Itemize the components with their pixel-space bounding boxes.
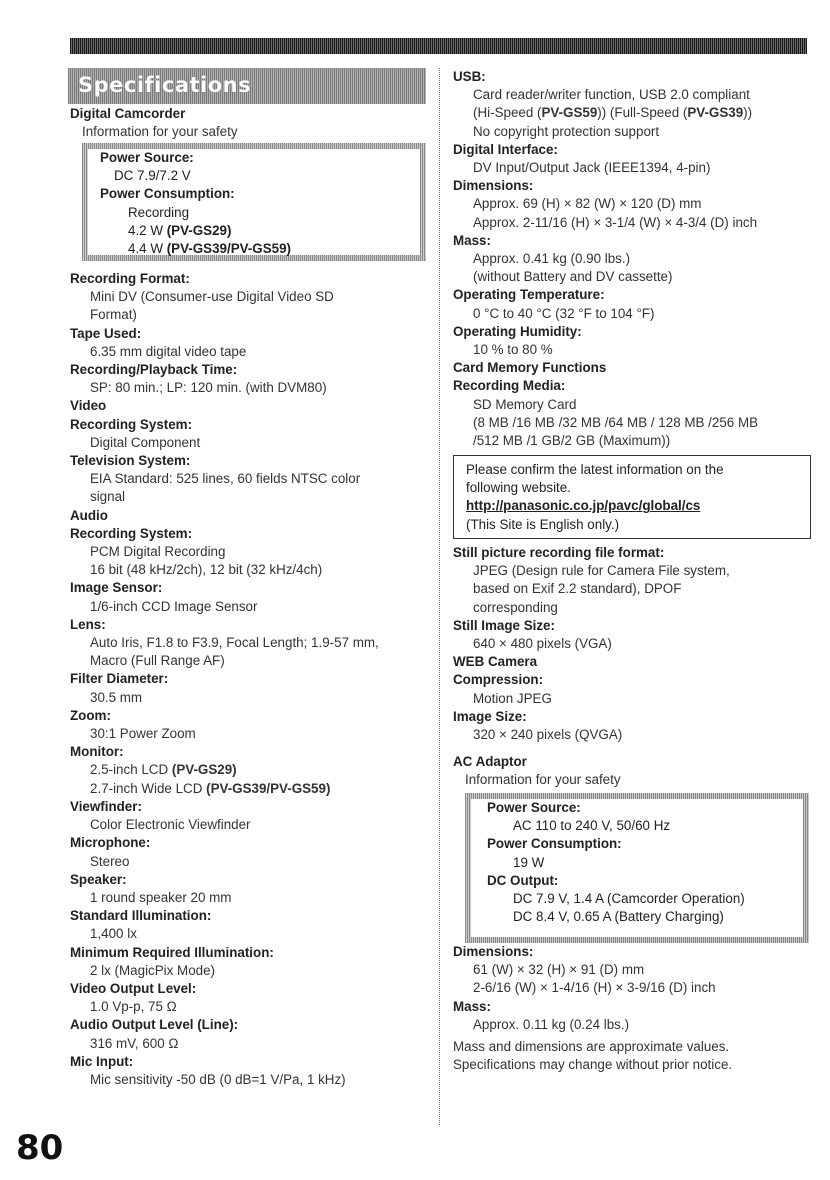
spec-text: (Hi-Speed ( bbox=[473, 105, 542, 121]
spec-heading: Mass: bbox=[453, 232, 491, 248]
spec-value bbox=[70, 761, 432, 779]
spec-value bbox=[453, 961, 813, 979]
spec-value bbox=[453, 562, 813, 580]
website-line-3: (This Site is English only.) bbox=[466, 516, 620, 532]
spec-heading: Recording System: bbox=[70, 525, 193, 541]
spec-text: Card reader/writer function, USB 2.0 compliant bbox=[473, 87, 750, 103]
spec-value bbox=[453, 635, 813, 653]
gs39-model: (PV-GS39/PV-GS59) bbox=[166, 241, 291, 257]
spec-heading: Mic Input: bbox=[70, 1053, 134, 1069]
spec-heading: Compression: bbox=[453, 672, 544, 688]
spec-value bbox=[70, 962, 432, 980]
column-divider bbox=[439, 68, 440, 1125]
note-approximate: Mass and dimensions are approximate values. bbox=[453, 1039, 730, 1054]
spec-text: 1 round speaker 20 mm bbox=[90, 889, 232, 905]
spec-value bbox=[70, 561, 432, 579]
spec-value bbox=[453, 726, 813, 744]
spec-text: 30.5 mm bbox=[90, 689, 143, 705]
spec-text: Approx. 2-11/16 (H) × 3-1/4 (W) × 4-3/4 (D) inch bbox=[473, 214, 758, 230]
website-box bbox=[453, 455, 811, 539]
left-spec-list bbox=[70, 270, 432, 1089]
spec-text: 1.0 Vp-p, 75 Ω bbox=[90, 999, 177, 1015]
spec-value bbox=[453, 305, 813, 323]
spec-value bbox=[70, 306, 432, 324]
spec-value bbox=[453, 250, 813, 268]
spec-text: Format) bbox=[90, 307, 137, 323]
ac-power-consumption-value: 19 W bbox=[513, 854, 545, 870]
spec-value bbox=[453, 690, 813, 708]
spec-heading: Operating Temperature: bbox=[453, 287, 605, 303]
spec-text: Motion JPEG bbox=[473, 690, 552, 706]
spec-text: EIA Standard: 525 lines, 60 fields NTSC color bbox=[90, 471, 361, 487]
spec-text: (without Battery and DV cassette) bbox=[473, 269, 673, 285]
spec-heading: Card Memory Functions bbox=[453, 360, 607, 376]
spec-text: 16 bit (48 kHz/2ch), 12 bit (32 kHz/4ch) bbox=[90, 562, 323, 578]
spec-heading: Still picture recording file format: bbox=[453, 545, 665, 560]
spec-heading: Video Output Level: bbox=[70, 980, 197, 996]
spec-heading: Lens: bbox=[70, 616, 106, 632]
spec-text: 61 (W) × 32 (H) × 91 (D) mm bbox=[473, 962, 645, 978]
spec-text: /512 MB /1 GB/2 GB (Maximum)) bbox=[473, 433, 671, 449]
spec-value bbox=[453, 396, 813, 414]
spec-heading: Recording System: bbox=[70, 416, 193, 432]
spec-text: 640 × 480 pixels (VGA) bbox=[473, 636, 612, 652]
spec-value bbox=[453, 341, 813, 359]
spec-text: 320 × 240 pixels (QVGA) bbox=[473, 727, 623, 743]
spec-heading: Still Image Size: bbox=[453, 617, 555, 633]
power-consumption-label: Power Consumption: bbox=[100, 186, 235, 202]
spec-value bbox=[453, 159, 813, 177]
model-name: PV-GS59 bbox=[541, 105, 598, 121]
spec-text: 316 mV, 600 Ω bbox=[90, 1035, 179, 1051]
spec-text: SP: 80 min.; LP: 120 min. (with DVM80) bbox=[90, 380, 327, 396]
spec-value bbox=[70, 780, 432, 798]
right-top-spec-list bbox=[453, 68, 813, 450]
spec-heading: Filter Diameter: bbox=[70, 671, 169, 687]
safety-box bbox=[82, 143, 426, 261]
spec-text: PCM Digital Recording bbox=[90, 544, 226, 560]
spec-heading: Operating Humidity: bbox=[453, 323, 582, 339]
spec-heading: Monitor: bbox=[70, 744, 124, 760]
title-banner bbox=[68, 68, 426, 104]
spec-heading: Zoom: bbox=[70, 707, 111, 723]
spec-value bbox=[70, 543, 432, 561]
spec-value bbox=[70, 689, 432, 707]
spec-value bbox=[70, 1035, 432, 1053]
spec-heading: Audio bbox=[70, 507, 108, 523]
spec-text: 2 lx (MagicPix Mode) bbox=[90, 962, 216, 978]
spec-text: )) bbox=[743, 105, 753, 121]
power-source-value: DC 7.9/7.2 V bbox=[114, 168, 191, 184]
spec-text: Digital Component bbox=[90, 434, 201, 450]
spec-value bbox=[453, 414, 813, 432]
spec-text: SD Memory Card bbox=[473, 396, 577, 412]
spec-text: Color Electronic Viewfinder bbox=[90, 817, 251, 833]
spec-value bbox=[453, 104, 813, 122]
spec-text: 1,400 lx bbox=[90, 926, 137, 942]
spec-text: 2.7-inch Wide LCD bbox=[90, 780, 207, 796]
spec-value bbox=[453, 123, 813, 141]
spec-value bbox=[70, 889, 432, 907]
page-title: Specifications bbox=[78, 73, 252, 97]
spec-heading: Tape Used: bbox=[70, 325, 142, 341]
camcorder-info: Information for your safety bbox=[82, 124, 238, 139]
spec-text: Macro (Full Range AF) bbox=[90, 653, 225, 669]
spec-heading: Audio Output Level (Line): bbox=[70, 1017, 239, 1033]
spec-text: No copyright protection support bbox=[473, 123, 660, 139]
spec-text: DV Input/Output Jack (IEEE1394, 4-pin) bbox=[473, 160, 711, 176]
spec-value bbox=[70, 434, 432, 452]
spec-text: Approx. 69 (H) × 82 (W) × 120 (D) mm bbox=[473, 196, 702, 212]
spec-heading: Recording Format: bbox=[70, 271, 190, 286]
spec-text: 1/6-inch CCD Image Sensor bbox=[90, 598, 258, 614]
model-name: (PV-GS39/PV-GS59) bbox=[206, 780, 331, 796]
spec-text: corresponding bbox=[473, 599, 558, 615]
spec-value bbox=[70, 652, 432, 670]
spec-value bbox=[70, 379, 432, 397]
spec-text: JPEG (Design rule for Camera File system, bbox=[473, 563, 730, 579]
gs39-consumption bbox=[100, 240, 420, 258]
spec-text: )) (Full-Speed ( bbox=[597, 105, 688, 121]
ac-dc-output-label: DC Output: bbox=[487, 872, 559, 888]
model-name: (PV-GS29) bbox=[171, 762, 237, 778]
spec-text: (8 MB /16 MB /32 MB /64 MB / 128 MB /256 MB bbox=[473, 414, 759, 430]
spec-text: Approx. 0.41 kg (0.90 lbs.) bbox=[473, 251, 631, 267]
spec-heading: Recording/Playback Time: bbox=[70, 362, 238, 378]
spec-heading: Recording Media: bbox=[453, 378, 566, 394]
ac-dc-output-1: DC 7.9 V, 1.4 A (Camcorder Operation) bbox=[513, 891, 745, 907]
website-link[interactable]: http://panasonic.co.jp/pavc/global/cs bbox=[466, 498, 701, 514]
spec-heading: Television System: bbox=[70, 453, 191, 469]
ac-heading: AC Adaptor bbox=[453, 754, 527, 769]
spec-value bbox=[453, 195, 813, 213]
spec-value bbox=[453, 599, 813, 617]
ac-info: Information for your safety bbox=[465, 772, 621, 787]
spec-heading: USB: bbox=[453, 69, 486, 84]
right-bottom-spec-list bbox=[453, 943, 813, 1034]
spec-text: 6.35 mm digital video tape bbox=[90, 343, 247, 359]
spec-heading: Mass: bbox=[453, 998, 491, 1014]
ac-power-source-value: AC 110 to 240 V, 50/60 Hz bbox=[513, 818, 671, 834]
spec-text: signal bbox=[90, 489, 125, 505]
spec-heading: Digital Interface: bbox=[453, 141, 558, 157]
spec-heading: Video bbox=[70, 398, 107, 414]
spec-text: Stereo bbox=[90, 853, 130, 869]
website-line-2: following website. bbox=[466, 480, 571, 496]
spec-text: 30:1 Power Zoom bbox=[90, 726, 196, 742]
spec-value bbox=[453, 979, 813, 997]
ac-power-source-label: Power Source: bbox=[487, 800, 581, 815]
spec-heading: Dimensions: bbox=[453, 178, 534, 194]
spec-heading: Microphone: bbox=[70, 835, 151, 851]
gs39-value: 4.4 W bbox=[128, 241, 167, 257]
spec-value bbox=[70, 998, 432, 1016]
ac-power-consumption-label: Power Consumption: bbox=[487, 836, 622, 852]
gs29-consumption bbox=[100, 222, 420, 240]
right-mid-spec-list bbox=[453, 544, 813, 744]
header-bar bbox=[70, 38, 807, 54]
spec-value bbox=[453, 214, 813, 232]
spec-text: Mini DV (Consumer-use Digital Video SD bbox=[90, 289, 334, 305]
spec-value bbox=[453, 580, 813, 598]
spec-value bbox=[70, 343, 432, 361]
gs29-value: 4.2 W bbox=[128, 222, 167, 238]
spec-value bbox=[70, 470, 432, 488]
spec-value bbox=[453, 432, 813, 450]
spec-value bbox=[70, 598, 432, 616]
spec-text: Auto Iris, F1.8 to F3.9, Focal Length; 1.9-57 mm, bbox=[90, 635, 379, 651]
spec-heading: Standard Illumination: bbox=[70, 908, 212, 924]
spec-value bbox=[70, 1071, 432, 1089]
gs29-model: (PV-GS29) bbox=[166, 222, 232, 238]
spec-value bbox=[70, 488, 432, 506]
spec-text: Mic sensitivity -50 dB (0 dB=1 V/Pa, 1 kHz) bbox=[90, 1071, 346, 1087]
spec-heading: Speaker: bbox=[70, 871, 127, 887]
spec-text: 10 % to 80 % bbox=[473, 342, 553, 358]
spec-text: based on Exif 2.2 standard), DPOF bbox=[473, 581, 682, 597]
ac-dc-output-2: DC 8.4 V, 0.65 A (Battery Charging) bbox=[513, 909, 724, 925]
spec-heading: Image Size: bbox=[453, 708, 527, 724]
spec-text: 2.5-inch LCD bbox=[90, 762, 172, 778]
spec-value bbox=[453, 86, 813, 104]
spec-value bbox=[70, 853, 432, 871]
spec-heading: Viewfinder: bbox=[70, 798, 142, 814]
ac-box bbox=[465, 793, 809, 943]
spec-value bbox=[70, 925, 432, 943]
website-line-1: Please confirm the latest information on the bbox=[466, 462, 724, 477]
spec-value bbox=[70, 725, 432, 743]
camcorder-heading: Digital Camcorder bbox=[70, 106, 186, 121]
recording-label: Recording bbox=[128, 204, 190, 220]
spec-text: Approx. 0.11 kg (0.24 lbs.) bbox=[473, 1016, 630, 1032]
spec-value bbox=[70, 816, 432, 834]
spec-value bbox=[70, 634, 432, 652]
model-name: PV-GS39 bbox=[687, 105, 744, 121]
spec-heading: Dimensions: bbox=[453, 944, 534, 959]
spec-text: 0 °C to 40 °C (32 °F to 104 °F) bbox=[473, 305, 655, 321]
spec-heading: Image Sensor: bbox=[70, 580, 163, 596]
spec-heading: WEB Camera bbox=[453, 654, 538, 670]
power-source-label: Power Source: bbox=[100, 150, 194, 165]
spec-heading: Minimum Required Illumination: bbox=[70, 944, 274, 960]
spec-value bbox=[453, 1016, 813, 1034]
page-number: 80 bbox=[16, 1128, 64, 1168]
spec-value bbox=[70, 288, 432, 306]
spec-text: 2-6/16 (W) × 1-4/16 (H) × 3-9/16 (D) inch bbox=[473, 980, 716, 996]
note-change: Specifications may change without prior notice. bbox=[453, 1057, 733, 1072]
spec-value bbox=[453, 268, 813, 286]
